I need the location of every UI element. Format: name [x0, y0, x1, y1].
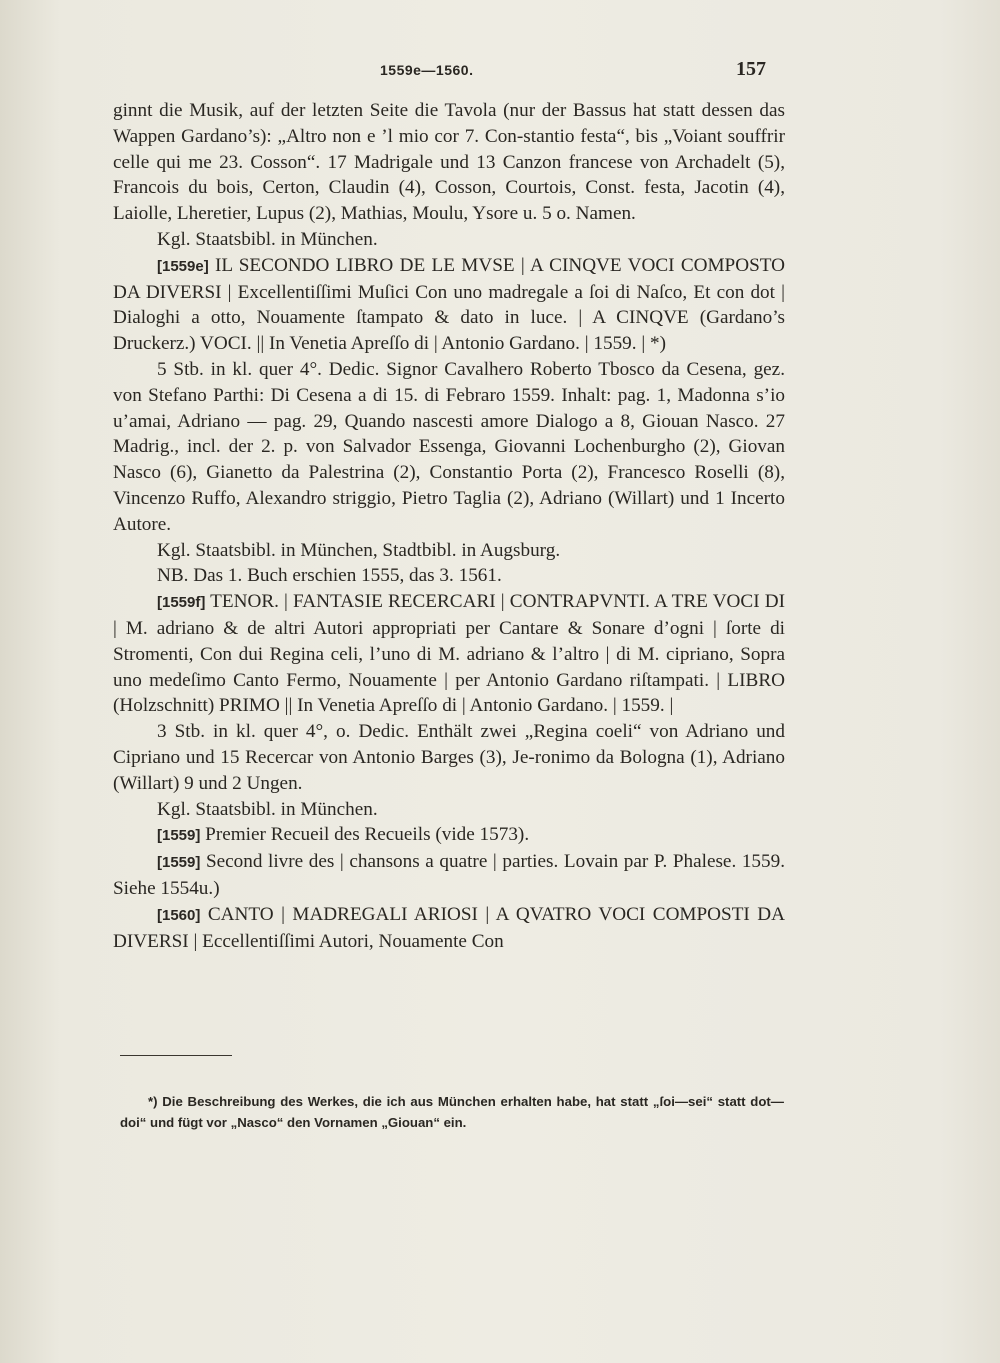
entry-1559f	[113, 589, 785, 719]
entry-title: Second livre des | chansons a quatre | parties. Lovain par P. Phalese. 1559. Siehe 1554u.)	[113, 851, 785, 899]
entry-title: TENOR. | FANTASIE RECERCARI | CONTRAPVNTI. A TRE VOCI DI | M. adriano & de altri Autori appropriati per Cantare & Sonare d’ogni | ſorte di Stromenti, Con dui Regina celi, l’uno di M. adriano & l’altro | di M. cipriano, Sopra uno medeſimo Canto Fermo, Nouamente | per Antonio Gardano riſtampati. | LIBRO (Holzschnitt) PRIMO || In Venetia Apreſſo di | Antonio Gardano. | 1559. |	[113, 591, 785, 717]
entry-id: [1559f]	[157, 594, 206, 612]
paragraph-text: Kgl. Staatsbibl. in München, Stadtbibl. in Augsburg.	[157, 539, 561, 561]
footnote: *) Die Beschreibung des Werkes, die ich aus München erhalten habe, hat statt „ſoi—sei“ statt dot—doi“ und fügt vor „Nasco“ den Vornamen „Giouan“ ein.	[120, 1094, 784, 1131]
entry-id: [1559]	[157, 827, 201, 845]
note-nb	[113, 563, 785, 589]
entry-1559-second	[113, 849, 785, 902]
paragraph-text: ginnt die Musik, auf der letzten Seite die Tavola (nur der Bassus hat statt dessen das Wappen Gardano’s): „Altro non e ’l mio cor 7. Con-stantio festa“, bis „Voiant souffrir celle qui me 23. Cosson“. 17 Madrigale und 13 Canzon francese von Archadelt (5), Francois du bois, Certon, Claudin (4), Cosson, Courtois, Const. festa, Jacotin (4), Laiolle, Lheretier, Lupus (2), Mathias, Moulu, Ysore u. 5 o. Namen.	[113, 100, 785, 225]
paragraph-text: 3 Stb. in kl. quer 4°, o. Dedic. Enthält zwei „Regina coeli“ von Adriano und Cipriano und 15 Recercar von Antonio Barges (3), Je-ronimo da Bologna (1), Adriano (Willart) 9 und 2 Ungen.	[113, 721, 785, 794]
running-head: 1559e—1560.	[380, 62, 474, 78]
library-location	[113, 797, 785, 823]
entry-1559e	[113, 253, 785, 357]
library-location	[113, 227, 785, 253]
paragraph-continuation	[113, 98, 785, 227]
page-header	[0, 58, 1000, 84]
paragraph-text: Kgl. Staatsbibl. in München.	[157, 798, 378, 820]
entry-description	[113, 719, 785, 796]
entry-id: [1559]	[157, 854, 201, 872]
entry-title: CANTO | MADREGALI ARIOSI | A QVATRO VOCI COMPOSTI DA DIVERSI | Eccellentiſſimi Autori, Nouamente Con	[113, 903, 785, 952]
paragraph-text: 5 Stb. in kl. quer 4°. Dedic. Signor Cavalhero Roberto Tbosco da Cesena, gez. von Stefano Parthi: Di Cesena a di 15. di Febraro 1559. Inhalt: pag. 1, Madonna s’io u’amai, Adriano — pag. 29, Quando nascesti amore Dialogo a 8, Giouan Nasco. 27 Madrig., incl. der 2. p. von Salvador Essenga, Giovanni Lochenburgho (2), Giovan Nasco (6), Gianetto da Palestrina (2), Constantio Porta (2), Francesco Roselli (8), Vincenzo Ruffo, Alexandro striggio, Pietro Taglia (2), Adriano (Willart) und 1 Incerto Autore.	[113, 358, 785, 535]
library-location	[113, 538, 785, 564]
paragraph-text: Kgl. Staatsbibl. in München.	[157, 228, 378, 250]
entry-1560	[113, 902, 785, 955]
paragraph-text: NB. Das 1. Buch erschien 1555, das 3. 1561.	[157, 565, 502, 587]
entry-id: [1560]	[157, 906, 201, 924]
page-body	[113, 98, 785, 954]
entry-title: Premier Recueil des Recueils (vide 1573).	[200, 824, 530, 846]
footnote-rule	[120, 1055, 232, 1056]
entry-1559-premier	[113, 822, 785, 849]
entry-description	[113, 357, 785, 538]
entry-title: IL SECONDO LIBRO DE LE MVSE | A CINQVE VOCI COMPOSTO DA DIVERSI | Excellentiſſimi Muſici Con uno madregale a ſoi di Naſco, Et con dot | Dialoghi a otto, Nouamente ſtampato & dato in luce. | A CINQVE (Gardano’s Druckerz.) VOCI. || In Venetia Apreſſo di | Antonio Gardano. | 1559. | *)	[113, 254, 785, 355]
entry-id: [1559e]	[157, 257, 209, 275]
page-number: 157	[736, 58, 766, 80]
